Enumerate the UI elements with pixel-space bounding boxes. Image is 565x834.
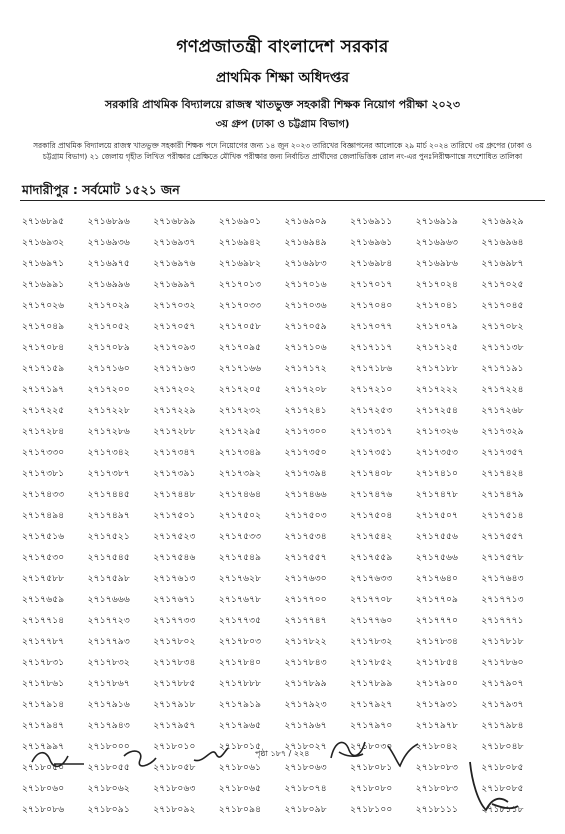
- roll-number-cell: ২৭১৭২২৯: [153, 406, 196, 416]
- roll-number-cell: ২৭১৭৮৯৯: [350, 679, 393, 689]
- document-header: [0, 34, 565, 162]
- government-title: গণপ্রজাতন্ত্রী বাংলাদেশ সরকার: [176, 37, 389, 57]
- roll-number-cell: ২৭১৭৩৩০: [22, 448, 65, 458]
- roll-number-cell: ২৭১৭৮৩২: [350, 637, 393, 647]
- roll-number-cell: ২৭১৭৫১৪: [481, 511, 524, 521]
- roll-number-cell: ২৭১৭০২৪: [415, 280, 459, 290]
- directorate-title: প্রাথমিক শিক্ষা অধিদপ্তর: [215, 70, 350, 86]
- roll-number-cell: ২৭১৭৯৭৮: [415, 721, 459, 731]
- roll-number-cell: ২৭১৭৫৩৩: [218, 532, 262, 542]
- roll-number-cell: ২৭১৭০৮৪: [22, 343, 65, 353]
- roll-number-cell: ২৭১৭৪৬৬: [284, 490, 327, 500]
- district-heading: মাদারীপুর : সর্বমোট ১৫২১ জন: [22, 182, 180, 197]
- roll-number-cell: ২৭১৭৩৮৭: [87, 469, 130, 479]
- roll-number-cell: ২৭১৭৯৯৭: [22, 742, 65, 752]
- roll-number-cell: ২৭১৭০৩২: [153, 301, 196, 311]
- roll-number-cell: ২৭১৭৫০২: [218, 511, 262, 521]
- roll-number-cell: ২৭১৭৯১৮: [153, 700, 196, 710]
- roll-number-cell: ২৭১৭৩৯২: [218, 469, 262, 479]
- roll-number-cell: ২৭১৭৩০০: [284, 427, 327, 437]
- roll-number-cell: ২৭১৭৫৬৬: [415, 553, 459, 563]
- roll-number-cell: ২৭১৬৯৩২: [22, 238, 65, 248]
- roll-number-cell: ২৭১৮০৮১: [350, 763, 393, 773]
- roll-number-cell: ২৭১৭৬১৩: [153, 574, 196, 584]
- roll-number-cell: ২৭১৬৯৭১: [22, 259, 65, 269]
- roll-number-cell: ২৭১৭১০৬: [284, 343, 327, 353]
- roll-number-cell: ২৭১৭৮৯৯: [284, 679, 327, 689]
- roll-number-cell: ২৭১৭৭০৮: [350, 595, 393, 605]
- roll-number-cell: ২৭১৮০৯১: [87, 805, 130, 815]
- roll-number-cell: ২৭১৭৪৯৪: [22, 511, 65, 521]
- roll-number-cell: ২৭১৭৬৭৮: [218, 595, 262, 605]
- roll-number-cell: ২৭১৭০৫২: [87, 322, 130, 332]
- signature-1-icon: [28, 744, 88, 774]
- roll-number-cell: ২৭১৬৯৩৭: [153, 238, 196, 248]
- roll-number-cell: ২৭১৮০৬১: [218, 763, 262, 773]
- roll-number-cell: ২৭১৮০৬০: [22, 784, 65, 794]
- roll-number-cell: ২৭১৭০২৯: [87, 301, 130, 311]
- roll-number-cell: ২৭১৭২৮৬: [87, 427, 130, 437]
- roll-number-cell: ২৭১৮০৭৪: [284, 784, 327, 794]
- roll-number-cell: ২৭১৬৯৮৪: [350, 259, 393, 269]
- roll-number-cell: ২৭১৭২৪১: [284, 406, 327, 416]
- roll-number-cell: ২৭১৭৩৪২: [87, 448, 130, 458]
- roll-number-cell: ২৭১৭৮০২: [153, 637, 196, 647]
- roll-number-cell: ২৭১৭৫৪৯: [218, 553, 262, 563]
- roll-number-cell: ২৭১৭৩৫১: [350, 448, 393, 458]
- roll-number-cell: ২৭১৭০৫৭: [153, 322, 196, 332]
- roll-number-cell: ২৭১৭৯১৬: [87, 700, 130, 710]
- roll-number-cell: ২৭১৭৩৮১: [22, 469, 65, 479]
- roll-number-cell: ২৭১৭১৮৮: [415, 364, 459, 374]
- roll-number-cell: ২৭১৮০৮৩: [415, 763, 459, 773]
- roll-number-cell: ২৭১৬৯৯১: [22, 280, 65, 290]
- roll-number-cell: ২৭১৮০৮৬: [22, 805, 65, 815]
- roll-number-cell: ২৭১৭২৮৮: [153, 427, 196, 437]
- roll-number-cell: ২৭১৭১৬৩: [153, 364, 196, 374]
- roll-number-cell: ২৭১৭৪০৮: [350, 469, 393, 479]
- roll-number-cell: ২৭১৭৯২৭: [350, 700, 393, 710]
- roll-number-cell: ২৭১৭৮৮৮: [218, 679, 262, 689]
- roll-number-cell: ২৭১৬৯৬১: [350, 238, 393, 248]
- roll-number-cell: ২৭১৭১৫৯: [22, 364, 65, 374]
- roll-number-cell: ২৭১৭৬৩০: [284, 574, 327, 584]
- roll-number-cell: ২৭১৭৮৩৪: [153, 658, 196, 668]
- roll-number-cell: ২৭১৭৯৭০: [350, 721, 393, 731]
- roll-number-cell: ২৭১৭২৫৩: [350, 406, 393, 416]
- roll-number-cell: ২৭১৭৪২৪: [481, 469, 524, 479]
- roll-number-cell: ২৭১৭১৬০: [87, 364, 130, 374]
- roll-number-cell: ২৭১৭৯১৯: [218, 700, 262, 710]
- roll-number-cell: ২৭১৭৭০০: [284, 595, 327, 605]
- roll-number-cell: ২৭১৬৯৪৯: [284, 238, 327, 248]
- roll-number-cell: ২৭১৭০১৩: [218, 280, 262, 290]
- roll-number-cell: ২৭১৭৯৩৭: [481, 700, 524, 710]
- roll-number-cell: ২৭১৭০৩৩: [218, 301, 262, 311]
- roll-number-cell: ২৭১৭৭২৩: [87, 616, 130, 626]
- roll-number-cell: ২৭১৭৪৬৪: [218, 490, 262, 500]
- roll-number-cell: ২৭১৬৯০১: [218, 217, 262, 227]
- roll-number-cell: ২৭১৬৯৬৩: [415, 238, 459, 248]
- page-footer: [0, 734, 565, 834]
- roll-number-cell: ২৭১৭৬৩৩: [350, 574, 393, 584]
- roll-number-cell: ২৭১৮১১৮: [481, 805, 524, 815]
- roll-number-cell: ২৭১৭৪৪৫: [87, 490, 130, 500]
- signature-4-icon: [325, 734, 370, 769]
- roll-number-cell: ২৭১৬৯১১: [350, 217, 393, 227]
- roll-number-cell: ২৭১৭৫৯৮: [87, 574, 130, 584]
- roll-number-cell: ২৭১৬৯৯৬: [87, 280, 130, 290]
- roll-number-cell: ২৭১৭৭৯৩: [87, 637, 130, 647]
- exam-title: সরকারি প্রাথমিক বিদ্যালয়ে রাজস্ব খাতভুক্ত সহকারী শিক্ষক নিয়োগ পরীক্ষা ২০২৩: [105, 98, 460, 111]
- roll-number-cell: ২৭১৭৪৪৮: [153, 490, 196, 500]
- roll-number-cell: ২৭১৭০৮৯: [87, 343, 130, 353]
- roll-number-cell: ২৭১৭৪১০: [415, 469, 459, 479]
- roll-number-cell: ২৭১৭২০৮: [284, 385, 327, 395]
- roll-number-cell: ২৭১৬৯৯৭: [153, 280, 196, 290]
- roll-number-cell: ২৭১৭৮৩৪: [415, 637, 459, 647]
- roll-number-cell: ২৭১৮০৫৮: [153, 763, 196, 773]
- roll-number-cell: ২৭১৭৮৪০: [218, 658, 262, 668]
- roll-number-cell: ২৭১৬৮৯৫: [22, 217, 65, 227]
- roll-number-cell: ২৭১৭২৫৪: [415, 406, 459, 416]
- roll-number-cell: ২৭১৭৯০০: [415, 679, 459, 689]
- roll-number-cell: ২৭১৭৯১৪: [22, 700, 65, 710]
- roll-number-cell: ২৭১৭৩৯৪: [284, 469, 327, 479]
- roll-number-cell: ২৭১৭০২৫: [481, 280, 524, 290]
- roll-number-cell: ২৭১৭৬৬৬: [87, 595, 130, 605]
- roll-number-cell: ২৭১৭৩৫০: [284, 448, 327, 458]
- roll-number-cell: ২৭১৭৩৪৭: [153, 448, 196, 458]
- roll-number-cell: ২৭১৬৯৮২: [218, 259, 262, 269]
- roll-number-cell: ২৭১৭০৮২: [481, 322, 524, 332]
- roll-number-cell: ২৭১৮১০০: [350, 805, 393, 815]
- roll-number-cell: ২৭১৭৬৪০: [415, 574, 459, 584]
- roll-number-cell: ২৭১৭৭০৯: [415, 595, 459, 605]
- roll-number-cell: ২৭১৭৫২৩: [153, 532, 196, 542]
- roll-number-cell: ২৭১৮০৫৫: [87, 763, 130, 773]
- roll-number-cell: ২৭১৭৫৪৫: [87, 553, 130, 563]
- group-title: ৩য় গ্রুপ (ঢাকা ও চট্টগ্রাম বিভাগ): [215, 119, 350, 130]
- roll-number-cell: ২৭১৭০৪৯: [22, 322, 65, 332]
- roll-number-cell: ২৭১৮০৯২: [153, 805, 196, 815]
- roll-number-cell: ২৭১৭৩৪৯: [218, 448, 262, 458]
- roll-number-cell: ২৭১৭০৭৭: [350, 322, 393, 332]
- roll-number-cell: ২৭১৭৫৪২: [350, 532, 393, 542]
- roll-number-cell: ২৭১৭০৩৬: [284, 301, 327, 311]
- roll-number-cell: ২৭১৭২২৪: [481, 385, 524, 395]
- roll-number-cell: ২৭১৭৮৮৫: [153, 679, 196, 689]
- roll-number-cell: ২৭১৭০১৬: [284, 280, 327, 290]
- roll-number-cell: ২৭১৬৮৯৬: [87, 217, 130, 227]
- roll-number-cell: ২৭১৭০৪১: [415, 301, 459, 311]
- roll-number-cell: ২৭১৭৮৬৭: [87, 679, 130, 689]
- roll-number-cell: ২৭১৬৯০৯: [284, 217, 327, 227]
- roll-number-cell: ২৭১৭০৫৮: [218, 322, 262, 332]
- roll-number-cell: ২৭১৭৯৪৭: [22, 721, 65, 731]
- roll-number-cell: ২৭১৭৯২৩: [284, 700, 327, 710]
- roll-number-cell: ২৭১৭২০২: [153, 385, 196, 395]
- roll-number-cell: ২৭১৭৭৭১: [481, 616, 524, 626]
- roll-number-cell: ২৭১৮০১০: [153, 742, 196, 752]
- roll-number-cell: ২৭১৭০১৭: [350, 280, 393, 290]
- signature-3-icon: [190, 742, 230, 768]
- roll-number-cell: ২৭১৭৭১৪: [22, 616, 65, 626]
- roll-number-cell: ২৭১৮০৮৫: [481, 763, 524, 773]
- roll-number-cell: ২৭১৭৫৫৭: [284, 553, 327, 563]
- roll-number-cell: ২৭১৮০৯৮: [284, 805, 327, 815]
- roll-number-cell: ২৭১৭১৭২: [284, 364, 327, 374]
- roll-number-cell: ২৭১৭৫০৪: [350, 511, 393, 521]
- roll-number-cell: ২৭১৭২৬৮: [481, 406, 524, 416]
- roll-number-cell: ২৭১৭৫০৭: [415, 511, 459, 521]
- roll-number-cell: ২৭১৭২০৫: [218, 385, 262, 395]
- roll-number-cell: ২৭১৭৩৫৩: [415, 448, 459, 458]
- roll-number-cell: ২৭১৬৮৯৯: [153, 217, 196, 227]
- roll-number-cell: ২৭১৮০৮৩: [415, 784, 459, 794]
- roll-number-cell: ২৭১৭০৭৯: [415, 322, 459, 332]
- roll-number-cell: ২৭১৭৯৪৩: [87, 721, 130, 731]
- roll-number-cell: ২৭১৮০৩০: [350, 742, 393, 752]
- page-number: পৃষ্ঠা ১৮৭ / ২২৪: [255, 749, 310, 758]
- roll-number-cell: ২৭১৮০২৭: [284, 742, 327, 752]
- roll-number-cell: ২৭১৭৫৩০: [22, 553, 65, 563]
- roll-number-cell: ২৭১৭৯৬৭: [284, 721, 327, 731]
- roll-number-cell: ২৭১৭৮৫৪: [415, 658, 459, 668]
- roll-number-cell: ২৭১৭৩১৭: [350, 427, 393, 437]
- roll-number-cell: ২৭১৭৯৮৪: [481, 721, 524, 731]
- roll-number-cell: ২৭১৭৫০১: [153, 511, 196, 521]
- roll-number-cell: ২৭১৬৯৮৩: [284, 259, 327, 269]
- roll-number-cell: ২৭১৭৭১৩: [481, 595, 524, 605]
- roll-number-cell: ২৭১৮০৯৪: [218, 805, 262, 815]
- roll-number-cell: ২৭১৭৫১৬: [22, 532, 65, 542]
- roll-number-cell: ২৭১৭৪৭৯: [481, 490, 524, 500]
- signature-2-icon: [120, 746, 160, 770]
- roll-number-cell: ২৭১৮০৬৩: [284, 763, 327, 773]
- roll-number-cell: ২৭১৭৭৪৭: [284, 616, 327, 626]
- roll-number-cell: ২৭১৭৫৭৮: [481, 553, 524, 563]
- roll-number-cell: ২৭১৬৯৪২: [218, 238, 262, 248]
- roll-number-cell: ২৭১৮০৮০: [350, 784, 393, 794]
- roll-number-cell: ২৭১৬৯২৯: [481, 217, 524, 227]
- roll-number-cell: ২৭১৮০৬৩: [153, 784, 196, 794]
- roll-number-cell: ২৭১৭৬৫৯: [22, 595, 65, 605]
- roll-number-cell: ২৭১৭৭৩৩: [153, 616, 196, 626]
- roll-number-cell: ২৭১৭৭৮৭: [22, 637, 65, 647]
- roll-number-cell: ২৭১৭৬২৮: [218, 574, 262, 584]
- roll-number-cell: ২৭১৮০৫০: [22, 763, 65, 773]
- roll-number-cell: ২৭১৮১১১: [415, 805, 459, 815]
- roll-number-cell: ২৭১৭৮৬১: [22, 679, 65, 689]
- roll-number-cell: ২৭১৭০৪০: [350, 301, 393, 311]
- roll-number-cell: ২৭১৭৫৫৭: [481, 532, 524, 542]
- roll-number-cell: ২৭১৭৮৫২: [350, 658, 393, 668]
- roll-number-cell: ২৭১৭৭৩৫: [218, 616, 262, 626]
- roll-number-cell: ২৭১৭৪৭৬: [350, 490, 393, 500]
- roll-number-cell: ২৭১৬৯৮৭: [481, 259, 524, 269]
- roll-number-cell: ২৭১৭৫৫৯: [350, 553, 393, 563]
- roll-number-cell: ২৭১৭৫৩৪: [284, 532, 327, 542]
- roll-number-cell: ২৭১৭৩২৯: [481, 427, 524, 437]
- roll-number-cell: ২৭১৭১৬৬: [218, 364, 262, 374]
- roll-number-cell: ২৭১৮০৬২: [87, 784, 130, 794]
- roll-number-cell: ২৭১৭২২৮: [87, 406, 130, 416]
- roll-number-cell: ২৭১৬৯৬৪: [481, 238, 524, 248]
- roll-number-cell: ২৭১৮০৪২: [415, 742, 459, 752]
- roll-number-cell: ২৭১৭৭৬০: [350, 616, 393, 626]
- roll-number-cell: ২৭১৭৯০৭: [481, 679, 524, 689]
- roll-number-cell: ২৭১৭২২২: [415, 385, 459, 395]
- roll-number-cell: ২৭১৭৮১৮: [481, 637, 524, 647]
- roll-number-cell: ২৭১৭২১০: [350, 385, 393, 395]
- roll-number-cell: ২৭১৭৯৫৭: [153, 721, 196, 731]
- roll-number-cell: ২৭১৭১৩৮: [481, 343, 524, 353]
- roll-number-cell: ২৭১৭৬৪৩: [481, 574, 524, 584]
- roll-number-cell: ২৭১৭৬৭১: [153, 595, 196, 605]
- roll-number-cell: ২৭১৭৩৯১: [153, 469, 196, 479]
- roll-number-cell: ২৭১৭৪৩৩: [22, 490, 65, 500]
- roll-number-cell: ২৭১৭৮০৩: [218, 637, 262, 647]
- roll-number-cell: ২৭১৬৯১৯: [415, 217, 459, 227]
- roll-number-cell: ২৭১৬৯৭৫: [87, 259, 130, 269]
- roll-number-cell: ২৭১৭৫৮৮: [22, 574, 65, 584]
- roll-number-cell: ২৭১৭৮৪৩: [284, 658, 327, 668]
- header-divider: [20, 200, 545, 201]
- roll-number-cell: ২৭১৮০১৫: [218, 742, 262, 752]
- roll-number-cell: ২৭১৭০৫৯: [284, 322, 327, 332]
- roll-number-cell: ২৭১৭১২৫: [415, 343, 459, 353]
- roll-number-cell: ২৭১৬৯৩৬: [87, 238, 130, 248]
- roll-number-cell: ২৭১৭২৮৪: [22, 427, 65, 437]
- roll-number-cell: ২৭১৭৯৬৫: [218, 721, 262, 731]
- roll-number-cell: ২৭১৮০০০: [87, 742, 130, 752]
- roll-number-cell: ২৭১৭৩২৬: [415, 427, 459, 437]
- signature-6-icon: [462, 758, 522, 818]
- roll-number-cell: ২৭১৭৮৩১: [22, 658, 65, 668]
- roll-number-table: [22, 212, 547, 821]
- roll-number-cell: ২৭১৭৫৪৬: [153, 553, 196, 563]
- roll-number-cell: ২৭১৮০৪৮: [481, 742, 524, 752]
- roll-number-cell: ২৭১৭৫৫৬: [415, 532, 459, 542]
- roll-number-cell: ২৭১৬৯৮৬: [415, 259, 459, 269]
- roll-number-cell: ২৭১৮০৬৫: [218, 784, 262, 794]
- roll-number-cell: ২৭১৭১১৭: [350, 343, 393, 353]
- roll-number-cell: ২৭১৭০৪৫: [481, 301, 524, 311]
- roll-number-cell: ২৭১৭২২৫: [22, 406, 65, 416]
- signature-5-icon: [382, 740, 422, 772]
- roll-number-cell: ২৭১৭৫২১: [87, 532, 130, 542]
- roll-number-cell: ২৭১৭৮৬০: [481, 658, 524, 668]
- roll-number-cell: ২৭১৭০৯৩: [153, 343, 196, 353]
- roll-number-cell: ২৭১৭৫০৩: [284, 511, 327, 521]
- roll-number-cell: ২৭১৭২৯৫: [218, 427, 262, 437]
- roll-number-cell: ২৭১৬৯৭৬: [153, 259, 196, 269]
- roll-number-cell: ২৭১৭১৯৭: [22, 385, 65, 395]
- roll-number-cell: ২৭১৭১৯১: [481, 364, 524, 374]
- roll-number-cell: ২৭১৭৭৭০: [415, 616, 459, 626]
- roll-number-cell: ২৭১৭৪৭৮: [415, 490, 459, 500]
- roll-number-cell: ২৭১৮০৮৫: [481, 784, 524, 794]
- roll-number-cell: ২৭১৭১৮৬: [350, 364, 393, 374]
- notice-paragraph: সরকারি প্রাথমিক বিদ্যালয়ে রাজস্ব খাতভুক্ত সহকারী শিক্ষক পদে নিয়োগের জন্য ১৪ জুন ২০২৩ তারিখের বিজ্ঞাপনের আলোকে ২৯ মার্চ ২০২৪ তারিখে ৩য় গ্রুপের (ঢাকা ও চট্টগ্রাম বিভাগ) ২১ জেলায় গৃহীত লিখিত পরীক্ষার প্রেক্ষিতে মৌখিক পরীক্ষার জন্য নির্বাচিত প্রার্থীদের জেলাভিত্তিক রোল নং-এর পুনঃনিরীক্ষণান্তে সংশোধিত তালিকা: [33, 141, 532, 161]
- roll-number-cell: ২৭১৭০২৬: [22, 301, 65, 311]
- roll-number-cell: ২৭১৭৯৩১: [415, 700, 459, 710]
- roll-number-cell: ২৭১৭২৩২: [218, 406, 262, 416]
- roll-number-cell: ২৭১৭৮৩২: [87, 658, 130, 668]
- roll-number-cell: ২৭১৭৩৫৭: [481, 448, 524, 458]
- roll-number-cell: ২৭১৭২০০: [87, 385, 130, 395]
- roll-number-cell: ২৭১৭৪৯৭: [87, 511, 130, 521]
- roll-number-cell: ২৭১৭৮২২: [284, 637, 327, 647]
- roll-number-cell: ২৭১৭০৯৫: [218, 343, 262, 353]
